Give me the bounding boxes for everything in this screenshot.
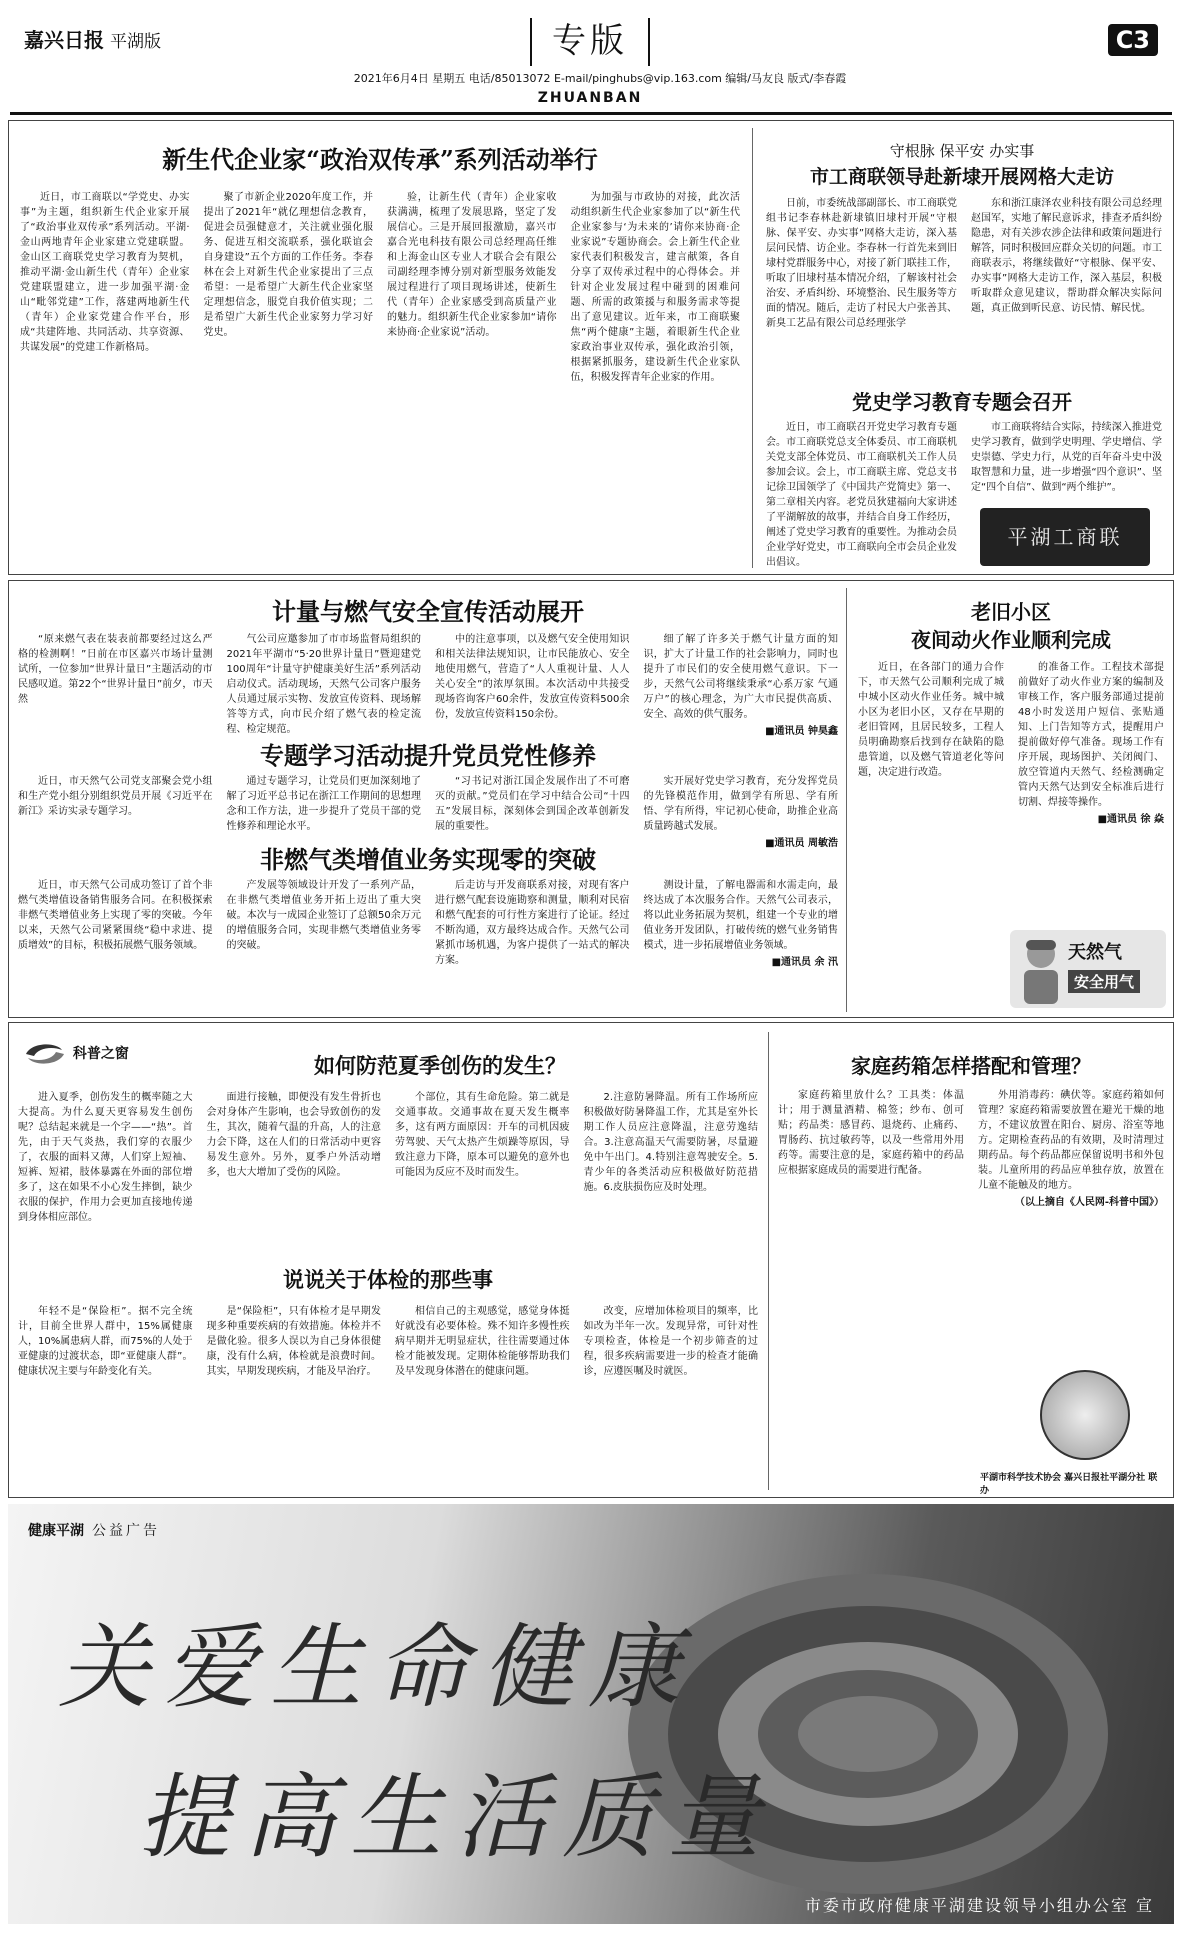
gas-worker-icon [1014, 934, 1068, 1006]
issue-info: 2021年6月4日 星期五 电话/85013072 E-mail/pinghubs@vip.163.com 编辑/马友良 版式/李春霞 [353, 72, 847, 85]
article-column: 日前，市委统战部副部长、市工商联党组书记李春林赴新埭镇旧埭村开展“守根脉、保平安、办实事”网格大走访，深入基层问民情、访企业。李春林一行首先来到旧埭村党群服务中心，对接了新门联挂工作，听取了旧埭村基本情况介绍，了解该村社会治安、矛盾纠纷、环境整治、民生服务等方面的情况。随后，走访了村民大户张善其、新臭工艺品有限公司总经理张学 [766, 198, 957, 329]
article-column: 实开展好党史学习教育，充分发挥党员的先锋模范作用，做到学有所思、学有所悟、学有所得，牢记初心使命，助推企业高质量跨越式发展。 ■通讯员 周敏浩 [643, 776, 838, 849]
science-window-label: 科普之窗 [72, 1046, 129, 1062]
edition-label: 平湖版 [110, 32, 161, 52]
ad-slogan-line1: 关爱生命健康 [58, 1614, 695, 1721]
article-headline-line2: 夜间动火作业顺利完成 [911, 628, 1111, 652]
article-headline-line1: 老旧小区 [971, 600, 1051, 624]
article-headline: 非燃气类增值业务实现零的突破 [260, 845, 596, 874]
article-column: 东和浙江康泽农业科技有限公司总经理赵国军，实地了解民意诉求，排查矛盾纠纷隐患，对有关涉农涉企法律和政策问题进行解答，同时积极回应群众关切的问题。市工商联表示，将继续做好“守根脉、保平安、办实事”网格大走访工作，深入基层，积极听取群众意见建议，帮助群众解决实际问题，真正做到听民意、访民情、解民忧。 [971, 198, 1162, 314]
article-headline: 专题学习活动提升党员党性修养 [260, 741, 596, 770]
ad-slogan-line2: 提高生活质量 [138, 1764, 775, 1871]
byline: ■通讯员 徐 焱 [1097, 814, 1164, 825]
section-title-box [530, 18, 650, 66]
article-column: 的准备工作。工程技术部提前做好了动火作业方案的编制及审核工作，客户服务部通过提前48小时发送用户短信、张贴通知、上门告知等方式，提醒用户提前做好停气准备。现场工作有序开展，现场图护、关闭阀门、放空管道内天然气、经检测确定管内天然气达到安全标准后进行切割、焊接等操作。 ■通讯员 徐 焱 [1018, 662, 1164, 825]
safety-badge-subtitle: 安全用气 [1068, 970, 1140, 993]
article-column: 近日，市工商联以“学党史、办实事”为主题，组织新生代企业家开展了“政治事业双传承”系列活动。平湖·金山两地青年企业家建立党建联盟。金山区工商联党史学习教育为契机，推动平湖·金山新生代（青年）企业家党建联盟建立，进一步加强平湖·金山“毗邻党建”工作，落建两地新生代（青年）企业家党建合作平台，形成“共建阵地、共同活动、共享资源、共谋发展”的党建工作新格局。 [20, 192, 190, 353]
byline: ■通讯员 周敏浩 [765, 838, 838, 849]
ad-footer: 市委市政府健康平湖建设领导小组办公室 宣 [804, 1896, 1154, 1915]
article-column: 是“保险柜”，只有体检才是早期发现多种重要疾病的有效措施。体检并不是做化验。很多人误以为自己身体很健康，没有什么病，体检就是浪费时间。其实，早期发现疾病，才能及早治疗。 [206, 1306, 381, 1377]
article-column: 年轻不是“保险柜”。据不完全统计，目前全世界人群中，15%属健康人，10%属患病人群，而75%的人处于亚健康的过渡状态，即“亚健康人群”。健康状况主要与年龄变化有关。 [18, 1306, 193, 1377]
article-headline: 市工商联领导赴新埭开展网格大走访 [809, 166, 1114, 188]
article-column: 家庭药箱里放什么？工具类：体温计；用于测量酒精、棉签；纱布、创可贴；药品类：感冒药、退烧药、止痛药、胃肠药、抗过敏药等，以及一些常用外用药等。需要注意的是，家庭药箱中的药品应根据家庭成员的需要进行配备。 [778, 1090, 964, 1176]
column-divider [768, 1032, 769, 1490]
article-column: 外用消毒药：碘伏等。家庭药箱如何管理？家庭药箱需要放置在避光干燥的地方，不建议放置在阳台、厨房、浴室等地方。定期检查药品的有效期，及时清理过期药品。每个药品都应保留说明书和外包装。儿童所用的药品应单独存放，放置在儿童不能触及的地方。 （以上摘自《人民网-科普中国》） [978, 1090, 1164, 1208]
article-headline: 党史学习教育专题会召开 [852, 390, 1072, 414]
article-column: 近日，市工商联召开党史学习教育专题会。市工商联党总支全体委员、市工商联机关党支部全体党员、市工商联机关工作人员参加会议。会上，市工商联主席、党总支书记徐卫国领学了《中国共产党简史》第一、第二章相关内容。老党员狄建福向大家讲述了平湖解放的故事，并结合自身工作经历，阐述了党史学习教育的重要性。为推动会员企业学好党史，市工商联向全市会员企业发出倡议。 [766, 422, 957, 568]
column-divider [752, 128, 753, 568]
article-column: 近日，在各部门的通力合作下，市天然气公司顺利完成了城中城小区动火作业任务。城中城小区为老旧小区，又存在早期的老旧管网，且居民较多，工程人员明确勘察后找到存在缺陷的隐患管道，以及燃气管道老化等问题，决定进行改造。 [858, 662, 1004, 778]
ad-tag-title: 健康平湖 [28, 1523, 84, 1539]
article-headline: 家庭药箱怎样搭配和管理？ [851, 1054, 1091, 1078]
article-column: 验，让新生代（青年）企业家收获满满，梳理了发展思路，坚定了发展信心。三是开展回报激励，嘉兴市嘉合光电科技有限公司总经理高任维和上海金山区专业人才联合会有限公司副经理李博分别对新型服务效能发展过程进行了项目现场讲述，使新生代（青年）企业家感受到高质量产业的魅力。组织新生代企业家参加“请你来协商·企业家说”活动。 [387, 192, 557, 338]
article-column: 测设计量，了解电器需和水需走向，最终达成了本次服务合作。天然气公司表示，将以此业务拓展为契机，组建一个专业的增值业务开发团队，打破传统的燃气业务销售模式，进一步拓展增值业务领域。 ■通讯员 余 汛 [643, 880, 838, 968]
article-column: 改变，应增加体检项目的频率，比如改为半年一次。发现异常，可针对性专项检查，体检是一个初步筛查的过程，很多疾病需要进一步的检查才能确诊，应遵医嘱及时就医。 [583, 1306, 758, 1377]
article-column: 后走访与开发商联系对接，对现有客户进行燃气配套设施勘察和测量，顺利对民宿和燃气配套的可行性方案进行了论证。经过不断沟通，双方最终达成合作。天然气公司紧抓市场机遇，为客户提供了一站式的解决方案。 [435, 880, 630, 966]
article-column: 细了解了许多关于燃气计量方面的知识，扩大了计量工作的社会影响力，同时也提升了市民们的安全使用燃气意识。下一步，天然气公司将继续秉承“心系万家 气通万户”的核心理念，为广大市民提供高质、安全、高效的供气服务。 ■通讯员 钟昊鑫 [643, 634, 838, 737]
article-body [18, 774, 838, 849]
article-column: “习书记对浙江国企发展作出了不可磨灭的贡献。”党员们在学习中结合公司“十四五”发展目标，深刻体会到国企改革创新发展的重要性。 [435, 776, 630, 832]
page-number: C3 [1108, 24, 1158, 56]
newspaper-logo [24, 24, 161, 53]
logo-text: 嘉兴日报 [24, 28, 104, 52]
article-column: 个部位，其有生命危险。第二就是交通事故。交通事故在夏天发生概率多，这有两方面原因：开车的司机因疲劳驾驶、天气太热产生烦躁等原因，导致注意力下降，原本可以避免的意外也可能因为反应不及时而发生。 [395, 1092, 570, 1178]
article-body [766, 196, 1162, 372]
article-body [778, 1088, 1164, 1358]
article-column: 通过专题学习，让党员们更加深刻地了解了习近平总书记在浙江工作期间的思想理念和工作方法，进一步提升了党员干部的党性修养和理论水平。 [226, 776, 421, 832]
article-headline: 新生代企业家“政治双传承”系列活动举行 [162, 145, 598, 174]
article-body [18, 632, 838, 737]
article-headline: 如何防范夏季创伤的发生？ [314, 1053, 566, 1078]
science-window-logo [22, 1040, 129, 1068]
article-headline: 说说关于体检的那些事 [283, 1267, 493, 1292]
article-column: 气公司应邀参加了市市场监督局组织的2021年平湖市“5·20世界计量日”暨迎建党100周年“计量守护健康美好生活”系列活动启动仪式。活动现场，天然气公司客户服务人员通过展示实物、发放宣传资料、现场解答等方式，向市民介绍了燃气表的检定流程、检定规范。 [226, 634, 421, 735]
seal-text: 平湖工商联 [1007, 525, 1123, 549]
article-column: 市工商联将结合实际，持续深入推进党史学习教育，做到学史明理、学史增信、学史崇德、学史力行，从党的百年奋斗史中汲取智慧和力量，进一步增强“四个意识”、坚定“四个自信”、做到“两个维护”。 [971, 422, 1162, 493]
public-service-ad [8, 1504, 1174, 1924]
article-kicker: 守根脉 保平安 办实事 [889, 142, 1035, 160]
source-note: （以上摘自《人民网-科普中国》） [1014, 1197, 1164, 1208]
safety-badge-title: 天然气 [1068, 942, 1122, 963]
swirl-icon [22, 1040, 68, 1068]
article-column: 聚了市新企业2020年度工作，并提出了2021年“就亿理想信念教育，促进会员强健意才，关注就业强化服务、促进互相交流联系，强化联谊会自身建设”五个方面的工作任务。李春林在会上对新生代企业家提出了三点希望：一是希望广大新生代企业家坚定理想信念，服党自我价值实现；二是希望广大新生代企业家努力学习好党史。 [203, 192, 373, 338]
section-title: 专版 [552, 21, 628, 61]
article-column: 近日，市天然气公司成功签订了首个非燃气类增值设备销售服务合同。在积极探索非燃气类增值业务上实现了零的突破。今年以来，天然气公司紧紧围绕“稳中求进、提质增效”的目标，积极拓展燃气服务领域。 [18, 880, 213, 951]
article-body [858, 660, 1164, 928]
article-column: 近日，市天然气公司党支部聚会党小组和生产党小组分别组织党员开展《习近平在新江》采访实录专题学习。 [18, 776, 213, 817]
article-column: 面进行接触，即便没有发生骨折也会对身体产生影响，也会导致创伤的发生，其次，随着气温的升高，人的注意力会下降，这在人们的日常活动中更容易发生意外。另外，夏季户外活动增多，也大大增加了受伤的风险。 [206, 1092, 381, 1178]
article-column: “原来燃气表在装表前都要经过这么严格的检测啊！”日前在市区嘉兴市场计量测试所，一位参加“世界计量日”主题活动的市民感叹道。第22个“世界计量日”前夕，市天然 [18, 634, 213, 705]
safety-badge [1010, 930, 1166, 1008]
byline: ■通讯员 钟昊鑫 [765, 726, 838, 737]
byline: ■通讯员 余 汛 [771, 957, 838, 968]
science-association-emblem [1040, 1370, 1130, 1460]
ad-tag-subtitle: 公益广告 [92, 1523, 160, 1539]
article-headline: 计量与燃气安全宣传活动展开 [272, 597, 584, 626]
article-column: 相信自己的主观感觉，感觉身体挺好就没有必要体检。殊不知许多慢性疾病早期并无明显症状，往往需要通过体检才能被发现。定期体检能够帮助我们及早发现身体潜在的健康问题。 [395, 1306, 570, 1377]
masthead-rule [10, 112, 1172, 115]
article-column: 中的注意事项，以及燃气安全使用知识和相关法律法规知识，让市民能放心、安全地使用燃气，营造了“人人重视计量、人人关心安全”的浓厚氛围。本次活动中共接受现场咨询客户60余件，发放宣传资料500余份，发放宣传资料150余份。 [435, 634, 630, 720]
article-body [18, 1090, 758, 1255]
section-latin: ZHUANBAN [537, 90, 643, 106]
article-column: 为加强与市政协的对接，此次活动组织新生代企业家参加了以“新生代企业家参与‘为未来的’请你来协商·企业家说”专题协商会。会上新生代企业家代表们积极发言，建言献策，各自分享了双传承过程中的心得体会。并针对企业发展过程中碰到的困难问题、所需的政策援与和服务需求等提出了意见建议。近年来，市工商联聚焦“两个健康”主题，着眼新生代企业家政治事业双传承，强化政治引领，根据紧抓服务，建设新生代企业家队伍，积极发挥青年企业家的作用。 [570, 192, 740, 383]
article-column: 2.注意防暑降温。所有工作场所应积极做好防暑降温工作，尤其是室外长期工作人员应注意降温，注意劳逸结合。3.注意高温天气需要防暑，尽量避免中午出门。4.特别注意驾驶安全。5.青少年的各类活动应积极做好防范措施。6.皮肤损伤应及时处理。 [583, 1092, 758, 1193]
column-divider [846, 588, 847, 1012]
article-body [18, 878, 838, 1008]
article-column: 产发展等领域设计开发了一系列产品，在非燃气类增值业务开拓上迈出了重大突破。本次与一成园企业签订了总额50余万元的增值服务合同，实现非燃气类增值业务零的突破。 [226, 880, 421, 951]
organizer-credit: 平湖市科学技术协会 嘉兴日报社平湖分社 联办 [980, 1473, 1158, 1496]
masthead [0, 0, 1182, 118]
article-column: 进入夏季，创伤发生的概率随之大大提高。为什么夏天更容易发生创伤呢？总结起来就是一个字——“热”。首先，由于天气炎热，我们穿的衣服少了，衣服的面料又薄，人们穿上短袖、短裤、短裙，肢体暴露在外面的部位增多了，这在如果不小心发生摔倒，缺少衣服的保护，作用力会更加直接地传递到身体相应部位。 [18, 1092, 193, 1223]
article-body [18, 1304, 758, 1490]
article-body [20, 190, 740, 560]
federation-seal [980, 508, 1150, 566]
ad-tag [28, 1520, 160, 1540]
